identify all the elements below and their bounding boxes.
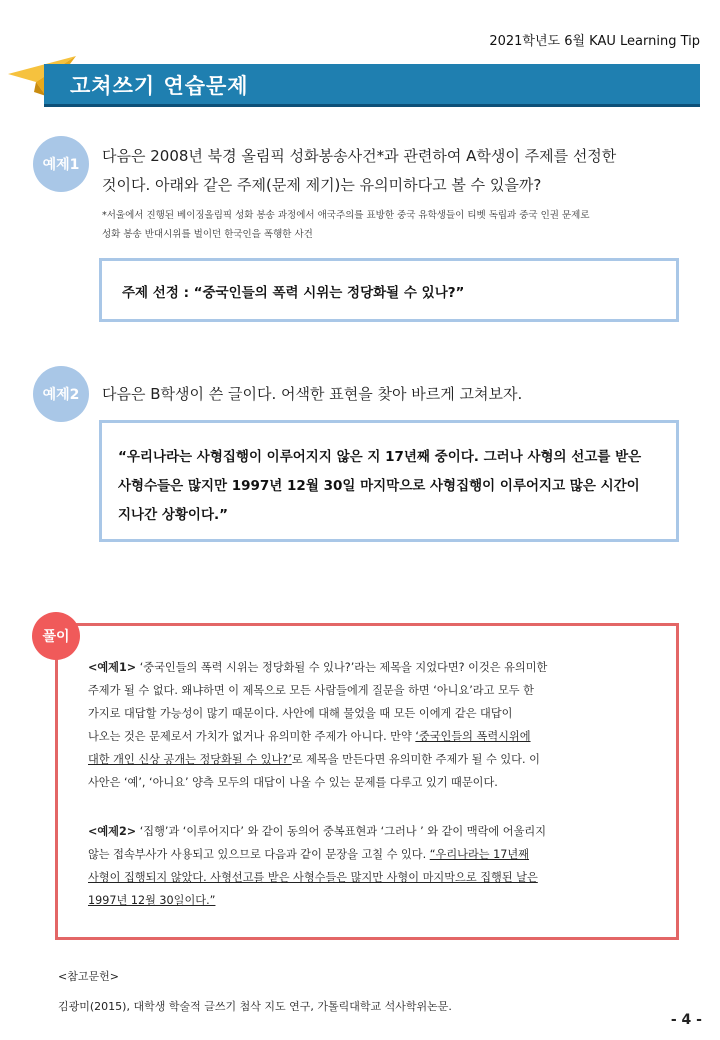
- solution-badge: 풀이: [32, 612, 80, 660]
- solution-p1-l4a: 나오는 것은 문제로서 가치가 없거나 유의미한 주제가 아니다. 만약: [88, 730, 416, 743]
- solution-p1-l4b: ‘중국인들의 폭력시위에: [415, 730, 531, 743]
- solution-label2: <예제2>: [88, 825, 137, 838]
- solution-para1-line3: 가지로 대답할 가능성이 많기 때문이다. 사안에 대해 물었을 때 모든 이에게 같은 대답이: [88, 707, 513, 720]
- quote-line1: “우리나라는 사형집행이 이루어지지 않은 지 17년째 중이다. 그러나 사형의 선고를 받은: [118, 449, 642, 465]
- solution-para1-line2: 주제가 될 수 없다. 왜냐하면 이 제목으로 모든 사람들에게 질문을 하면 ‘아니요’라고 모두 한: [88, 684, 534, 697]
- example2-badge: 예제2: [33, 366, 89, 422]
- solution-p1-l5a: 대한 개인 신상 공개는 정당화될 수 있나?’: [88, 753, 292, 766]
- solution-para2-line2: [88, 843, 653, 866]
- solution-para1-line1: [88, 656, 653, 679]
- section-title: 고쳐쓰기 연습문제: [70, 74, 249, 98]
- solution-para1-line6: 사안은 ‘예’, ‘아니요’ 양측 모두의 대답이 나올 수 있는 문제를 다루고 있기 때문이다.: [88, 776, 498, 789]
- example1-footnote-line2: 성화 봉송 반대시위를 벌이던 한국인을 폭행한 사건: [102, 229, 313, 240]
- quote-box: [99, 420, 679, 542]
- solution-p2-l1: ‘집행’과 ‘이루어지다’ 와 같이 동의어 중복표현과 ‘그러나 ’ 와 같이 맥락에 어울리지: [136, 825, 546, 838]
- topic-text: 주제 선정 : “중국인들의 폭력 시위는 정당화될 수 있나?”: [122, 285, 465, 301]
- solution-p1-l1: ‘중국인들의 폭력 시위는 정당화될 수 있나?’라는 제목을 지었다면? 이것은 유의미한: [136, 661, 548, 674]
- solution-p2-l2b: “우리나라는 17년째: [429, 848, 529, 861]
- section-title-bar: [44, 64, 700, 107]
- quote-line2: 사형수들은 많지만 1997년 12월 30일 마지막으로 사형집행이 이루어지고 많은 시간이: [118, 478, 640, 494]
- solution-para1-line4: [88, 725, 653, 748]
- solution-para1-line5: [88, 748, 653, 771]
- example2-question: 다음은 B학생이 쓴 글이다. 어색한 표현을 찾아 바르게 고쳐보자.: [102, 385, 523, 403]
- quote-line3: 지나간 상황이다.”: [118, 507, 228, 523]
- references-item: 김광미(2015), 대학생 학술적 글쓰기 첨삭 지도 연구, 가톨릭대학교 석사학위논문.: [58, 1000, 452, 1013]
- solution-p2-l2a: 않는 접속부사가 사용되고 있으므로 다음과 같이 문장을 고칠 수 있다.: [88, 848, 430, 861]
- solution-para2-line1: [88, 820, 653, 843]
- solution-para2-line4: 1997년 12월 30일이다.”: [88, 894, 216, 907]
- solution-para2-line3: 사형이 집행되지 않았다. 사형선고를 받은 사형수들은 많지만 사형이 마지막으로 집행된 날은: [88, 871, 538, 884]
- example1-question-line1: 다음은 2008년 북경 올림픽 성화봉송사건*과 관련하여 A학생이 주제를 선정한: [102, 147, 617, 165]
- solution-box: [55, 623, 679, 940]
- topic-box: [99, 258, 679, 322]
- header-tip: 2021학년도 6월 KAU Learning Tip: [489, 34, 700, 49]
- solution-label1: <예제1>: [88, 661, 137, 674]
- example1-footnote-line1: *서울에서 진행된 베이징올림픽 성화 봉송 과정에서 애국주의를 표방한 중국 유학생들이 티벳 독립과 중국 인권 문제로: [102, 210, 590, 221]
- page-number: - 4 -: [670, 1012, 702, 1028]
- references-label: <참고문헌>: [58, 970, 119, 983]
- example1-question-line2: 것이다. 아래와 같은 주제(문제 제기)는 유의미하다고 볼 수 있을까?: [102, 176, 542, 194]
- solution-p1-l5b: 로 제목을 만든다면 유의미한 주제가 될 수 있다. 이: [291, 753, 540, 766]
- example1-badge: 예제1: [33, 136, 89, 192]
